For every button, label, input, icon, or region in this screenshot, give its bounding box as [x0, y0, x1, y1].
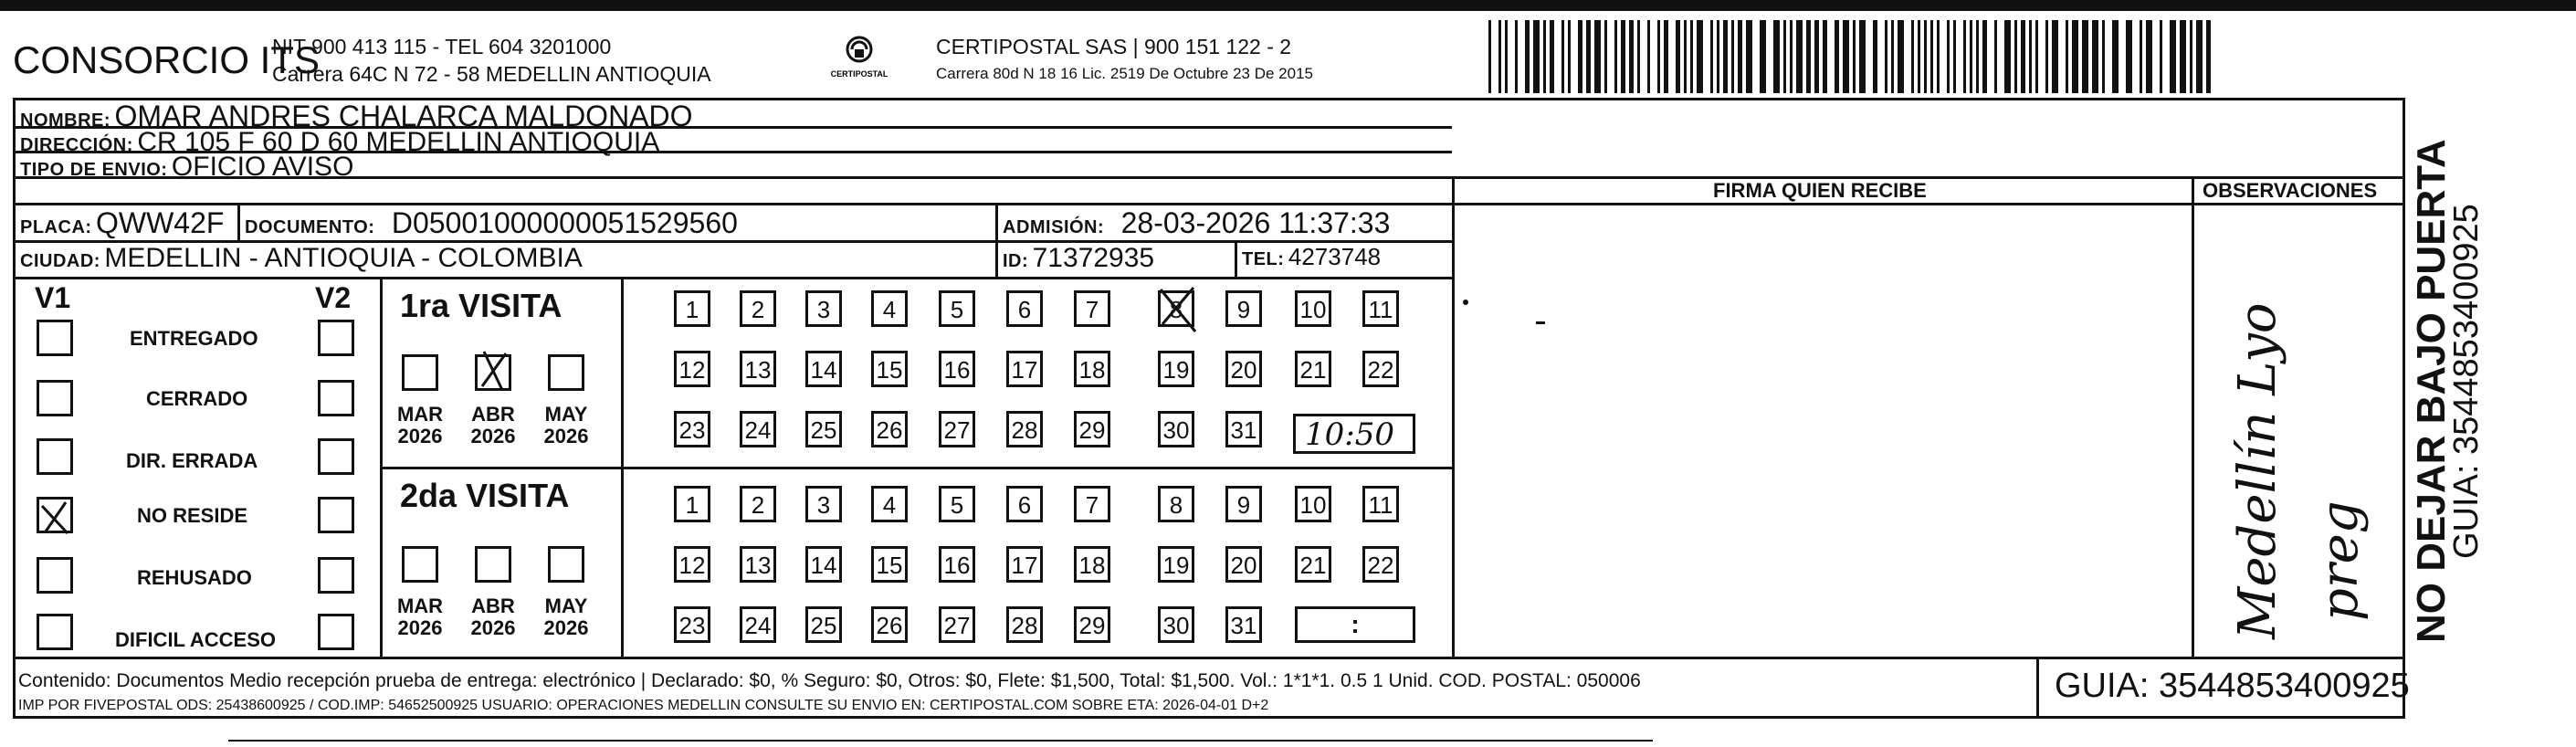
- footer-print-line: IMP POR FIVEPOSTAL ODS: 25438600925 / COD.IMP: 54652500925 USUARIO: OPERACIONES MEDELLIN CONSULTE SU ENVIO EN: CERTIPOSTAL.COM SOBRE ETA: 2026-04-01 D+2: [18, 698, 1269, 713]
- x-mark-icon: [1155, 286, 1199, 330]
- documento-value: D05001000000051529560: [391, 206, 738, 239]
- visit1-day-8[interactable]: 8: [1158, 290, 1194, 327]
- tel-value: 4273748: [1288, 243, 1382, 270]
- visit2-month-mar-label: MAR 2026: [396, 594, 444, 639]
- visit2-day-21[interactable]: 21: [1295, 546, 1331, 583]
- side-notice: NO DEJAR BAJO PUERTA: [2409, 139, 2454, 643]
- courier-line: CERTIPOSTAL SAS | 900 151 122 - 2: [936, 35, 1292, 58]
- v1-dir-errada-checkbox[interactable]: [37, 438, 73, 475]
- visit1-day-22[interactable]: 22: [1362, 351, 1399, 387]
- footer-divider: [2036, 657, 2039, 716]
- status-dir-errada: DIR. ERRADA: [126, 449, 258, 472]
- placa-value: QWW42F: [96, 206, 225, 239]
- address-line: Carrera 64C N 72 - 58 MEDELLIN ANTIOQUIA: [272, 62, 711, 86]
- visit2-day-5[interactable]: 5: [939, 486, 975, 522]
- v1-dificil-acceso-checkbox[interactable]: [37, 614, 73, 650]
- visit1-day-21[interactable]: 21: [1295, 351, 1331, 387]
- status-dificil-acceso: DIFICIL ACCESO: [115, 628, 277, 651]
- table-bottom-line: [13, 657, 2405, 659]
- nombre-value: OMAR ANDRES CHALARCA MALDONADO: [114, 100, 693, 132]
- visit2-day-23[interactable]: 23: [674, 606, 710, 643]
- visit1-day-16[interactable]: 16: [939, 351, 975, 387]
- visit1-time-box[interactable]: [1293, 414, 1415, 454]
- visit2-day-25[interactable]: 25: [805, 606, 842, 643]
- v2-dir-errada-checkbox[interactable]: [318, 438, 354, 475]
- status-no-reside: NO RESIDE: [137, 504, 248, 527]
- footer-content-line: Contenido: Documentos Medio recepción prueba de entrega: electrónico | Declarado: $0, % Seguro: $0, Otros: $0, Flete: $1,500, Total: $1,500. Vol.: 1*1*1. 0.5 1 Unid. COD. POSTAL: 050006: [18, 670, 1641, 691]
- observaciones-left-line: [2192, 176, 2194, 657]
- v2-dificil-acceso-checkbox[interactable]: [318, 614, 354, 650]
- visit2-day-13[interactable]: 13: [740, 546, 776, 583]
- visit1-day-13[interactable]: 13: [740, 351, 776, 387]
- visit2-month-mar-checkbox[interactable]: [402, 546, 438, 583]
- visit1-day-10[interactable]: 10: [1295, 290, 1331, 327]
- footer-bottom-line: [13, 716, 2405, 719]
- courier-license: Carrera 80d N 18 16 Lic. 2519 De Octubre 23 De 2015: [936, 65, 1313, 82]
- visit1-month-may-label: MAY 2026: [543, 403, 589, 447]
- v2-cerrado-checkbox[interactable]: [318, 380, 354, 416]
- visit2-day-7[interactable]: 7: [1074, 486, 1110, 522]
- footer-guia: GUIA: 3544853400925: [2055, 667, 2410, 705]
- visit2-day-6[interactable]: 6: [1006, 486, 1043, 522]
- visit2-day-12[interactable]: 12: [674, 546, 710, 583]
- visit-left-line: [380, 277, 383, 657]
- firma-left-line: [1452, 176, 1455, 657]
- visit1-day-11[interactable]: 11: [1362, 290, 1399, 327]
- visit2-day-16[interactable]: 16: [939, 546, 975, 583]
- signature-mark: [1463, 300, 1468, 305]
- status-entregado: ENTREGADO: [130, 327, 258, 350]
- barcode: [1488, 20, 2219, 93]
- company-info: [272, 33, 711, 88]
- visit1-month-mar-label: MAR 2026: [396, 403, 444, 447]
- v1-entregado-checkbox[interactable]: [37, 320, 73, 356]
- visit1-day-31[interactable]: 31: [1225, 411, 1262, 447]
- visit2-day-1[interactable]: 1: [674, 486, 710, 522]
- visit1-day-27[interactable]: 27: [939, 411, 975, 447]
- visit2-day-17[interactable]: 17: [1006, 546, 1043, 583]
- status-cerrado: CERRADO: [146, 387, 248, 410]
- visit2-day-19[interactable]: 19: [1158, 546, 1194, 583]
- ciudad-cell: [20, 243, 583, 274]
- row-line: [13, 277, 1452, 279]
- v2-entregado-checkbox[interactable]: [318, 320, 354, 356]
- status-rehusado: REHUSADO: [137, 566, 252, 589]
- observation-handwriting-1: Medellín Lyo: [2228, 302, 2287, 639]
- visit2-day-28[interactable]: 28: [1006, 606, 1043, 643]
- cell-divider: [1235, 240, 1237, 277]
- tipo-row: [20, 152, 353, 183]
- visit1-day-24[interactable]: 24: [740, 411, 776, 447]
- direccion-value: CR 105 F 60 D 60 MEDELLIN ANTIOQUIA: [137, 127, 660, 157]
- visit1-day-3[interactable]: 3: [805, 290, 842, 327]
- nit-line: NIT 900 413 115 - TEL 604 3201000: [272, 35, 612, 58]
- top-border: [0, 0, 2576, 11]
- visit1-month-abr-checkbox[interactable]: [475, 354, 511, 391]
- visit1-day-29[interactable]: 29: [1074, 411, 1110, 447]
- visit2-month-may-label: MAY 2026: [543, 594, 589, 639]
- visit2-day-15[interactable]: 15: [871, 546, 908, 583]
- tipo-value: OFICIO AVISO: [171, 152, 354, 182]
- visit1-day-20[interactable]: 20: [1225, 351, 1262, 387]
- visit2-month-abr-checkbox[interactable]: [475, 546, 511, 583]
- visit1-month-abr-label: ABR 2026: [470, 403, 516, 447]
- row-line: [13, 176, 2405, 179]
- tel-cell: [1242, 243, 1381, 271]
- id-label: ID:: [1003, 251, 1029, 271]
- visit1-day-14[interactable]: 14: [805, 351, 842, 387]
- visit2-day-11[interactable]: 11: [1362, 486, 1399, 522]
- visit2-day-24[interactable]: 24: [740, 606, 776, 643]
- visit2-time-box[interactable]: :: [1295, 606, 1415, 643]
- tel-label: TEL:: [1242, 249, 1285, 269]
- v1-header: V1: [35, 281, 71, 314]
- visit1-title: 1ra VISITA: [400, 287, 563, 324]
- tipo-label: TIPO DE ENVIO:: [20, 160, 168, 180]
- visit1-day-19[interactable]: 19: [1158, 351, 1194, 387]
- visit1-day-2[interactable]: 2: [740, 290, 776, 327]
- cut-line: [228, 740, 1653, 742]
- visit1-time-value: 10:50: [1305, 416, 1394, 453]
- visit2-day-10[interactable]: 10: [1295, 486, 1331, 522]
- visit1-month-mar-checkbox[interactable]: [402, 354, 438, 391]
- visit2-month-may-checkbox[interactable]: [548, 546, 584, 583]
- side-guia: GUIA: 3544853400925: [2447, 204, 2486, 559]
- courier-info: [936, 33, 1313, 88]
- visit2-day-22[interactable]: 22: [1362, 546, 1399, 583]
- visit2-title: 2da VISITA: [400, 477, 570, 514]
- placa-cell: [20, 206, 224, 240]
- company-name: CONSORCIO ITS: [13, 38, 321, 81]
- v2-rehusado-checkbox[interactable]: [318, 557, 354, 594]
- visit1-day-26[interactable]: 26: [871, 411, 908, 447]
- visit2-day-20[interactable]: 20: [1225, 546, 1262, 583]
- visit2-day-8[interactable]: 8: [1158, 486, 1194, 522]
- documento-cell: [245, 206, 738, 240]
- id-value: 71372935: [1032, 243, 1155, 273]
- v1-no-reside-checkbox[interactable]: [37, 497, 73, 533]
- x-mark-icon: [475, 350, 511, 386]
- admision-value: 28-03-2026 11:37:33: [1120, 206, 1391, 239]
- cell-divider: [995, 203, 998, 277]
- visit2-day-31[interactable]: 31: [1225, 606, 1262, 643]
- visit1-month-may-checkbox[interactable]: [548, 354, 584, 391]
- visit2-day-9[interactable]: 9: [1225, 486, 1262, 522]
- visit-divider: [380, 467, 1452, 469]
- table-right-line: [2403, 98, 2405, 716]
- firma-header: FIRMA QUIEN RECIBE: [1713, 179, 1927, 202]
- visit1-day-9[interactable]: 9: [1225, 290, 1262, 327]
- observaciones-header: OBSERVACIONES: [2203, 179, 2378, 202]
- observation-handwriting-2: preg: [2310, 500, 2370, 621]
- ciudad-value: MEDELLIN - ANTIOQUIA - COLOMBIA: [104, 243, 583, 273]
- visit1-day-15[interactable]: 15: [871, 351, 908, 387]
- visit1-day-18[interactable]: 18: [1074, 351, 1110, 387]
- v1-cerrado-checkbox[interactable]: [37, 380, 73, 416]
- direccion-label: DIRECCIÓN:: [20, 135, 133, 155]
- visit2-day-29[interactable]: 29: [1074, 606, 1110, 643]
- cell-divider: [237, 203, 240, 240]
- id-cell: [1003, 243, 1154, 274]
- svg-text:CERTIPOSTAL: CERTIPOSTAL: [831, 69, 888, 79]
- visit2-day-14[interactable]: 14: [805, 546, 842, 583]
- signature-mark: [1536, 321, 1545, 324]
- v1-rehusado-checkbox[interactable]: [37, 557, 73, 594]
- month-right-line: [621, 277, 624, 657]
- admision-cell: [1003, 206, 1390, 240]
- visit1-day-25[interactable]: 25: [805, 411, 842, 447]
- visit1-day-4[interactable]: 4: [871, 290, 908, 327]
- v2-header: V2: [315, 281, 352, 314]
- visit2-day-18[interactable]: 18: [1074, 546, 1110, 583]
- ciudad-label: CIUDAD:: [20, 251, 100, 271]
- visit2-day-30[interactable]: 30: [1158, 606, 1194, 643]
- placa-label: PLACA:: [20, 217, 92, 237]
- documento-label: DOCUMENTO:: [245, 217, 375, 237]
- visit1-day-28[interactable]: 28: [1006, 411, 1043, 447]
- row-line: [13, 203, 2405, 205]
- visit1-day-23[interactable]: 23: [674, 411, 710, 447]
- visit1-day-5[interactable]: 5: [939, 290, 975, 327]
- visit2-month-abr-label: ABR 2026: [470, 594, 516, 639]
- visit1-day-7[interactable]: 7: [1074, 290, 1110, 327]
- visit2-day-4[interactable]: 4: [871, 486, 908, 522]
- v2-no-reside-checkbox[interactable]: [318, 497, 354, 533]
- visit1-day-12[interactable]: 12: [674, 351, 710, 387]
- visit1-day-17[interactable]: 17: [1006, 351, 1043, 387]
- visit2-day-2[interactable]: 2: [740, 486, 776, 522]
- visit1-day-6[interactable]: 6: [1006, 290, 1043, 327]
- x-mark-icon: [37, 497, 73, 533]
- visit2-day-26[interactable]: 26: [871, 606, 908, 643]
- table-left-line: [13, 98, 16, 716]
- visit1-day-1[interactable]: 1: [674, 290, 710, 327]
- admision-label: ADMISIÓN:: [1003, 217, 1105, 237]
- visit1-day-30[interactable]: 30: [1158, 411, 1194, 447]
- visit2-day-27[interactable]: 27: [939, 606, 975, 643]
- certipostal-logo: [831, 31, 888, 84]
- visit2-day-3[interactable]: 3: [805, 486, 842, 522]
- nombre-label: NOMBRE:: [20, 110, 111, 131]
